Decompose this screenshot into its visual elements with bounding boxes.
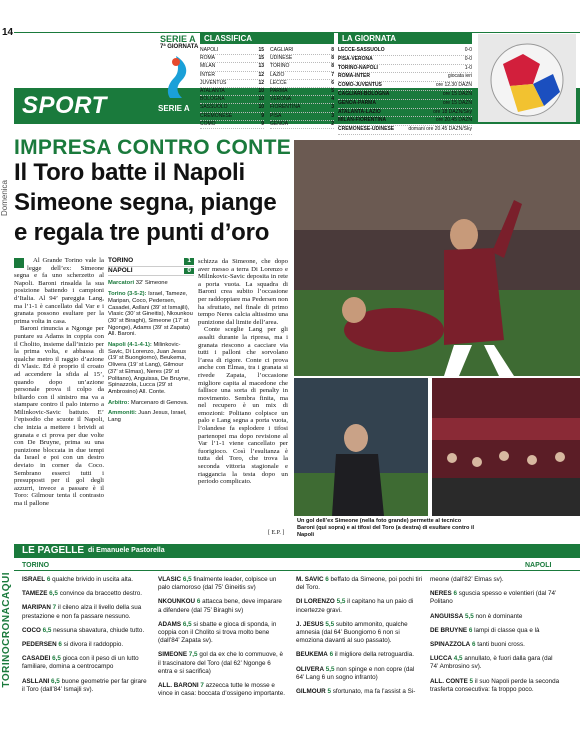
giornata-label: 7ª GIORNATA [160, 44, 199, 50]
player-rating: TAMEZE 6,5 convince da braccetto destro. [22, 590, 142, 598]
boxscore-team-row: NAPOLI 0 [108, 267, 194, 277]
pagelle-team-napoli: NAPOLI [525, 562, 552, 569]
article-paragraph: schizza da Simeone, che dopo aver messo a terra Di Lorenzo e Milinkovic-Savic deposita in rete a porta vuota. La squadra di Baroni crea subito l’occasione per raddoppiare ma Pedersen non ha sfruttato, nel finale di primo tempo Neres calcia altissimo una punizione dal limite dell’area. [198, 258, 288, 326]
player-rating: GILMOUR 5 sfortunato, ma fa l’assist a Si- [296, 688, 416, 696]
football-image [478, 34, 576, 122]
ammoniti-label: Ammoniti: [108, 410, 137, 417]
marcatori-label: Marcatori [108, 280, 135, 287]
torino-lineup: Israel, Tameze, Maripan, Coco, Pedersen, Casadei, Asllani (39’ st Ismajili), Vlasic (30’ st Gineitis), Nkounkou (30’ st Biraghi), Simeone (17’ st Ngonge), Adams (39’ st Zapata) All. Baroni. [108, 291, 193, 338]
fixtures-list [338, 47, 472, 135]
photo-caption: Un gol dell’ex Simeone (nella foto grande) permette al tecnico Baroni (qui sopra) e ai tifosi del Toro (a destra) di esultare contro il Napoli [297, 518, 475, 538]
player-rating: VLASIC 6,5 finalmente leader, colpisce un palo clamoroso (dal 75’ Gineitis sv) [158, 576, 277, 592]
fixture-row: COMO-JUVENTUS ore 12.30 DAZN [338, 82, 472, 91]
torino-lineup-label: Torino (3-5-2): [108, 291, 147, 298]
ratings-column-3 [296, 576, 424, 702]
standings-row: LAZIO 7 [270, 72, 334, 80]
standings-row: PISA 3 [270, 113, 334, 121]
player-rating: meone (dall’82’ Elmas sv). [430, 576, 504, 583]
player-rating: M. SAVIC 6 beffato da Simeone, poi pochi tiri del Toro. [296, 576, 423, 592]
article-column-1 [14, 257, 104, 508]
player-rating: ANGUISSA 5,5 non è dominante [430, 612, 523, 620]
napoli-lineup-label: Napoli (4-1-4-1): [108, 342, 152, 349]
standings-row: ATALANTA 10 [200, 88, 264, 96]
article-paragraph: Baroni rinuncia a Ngonge per puntare su Adams in coppia con il Cholito, insieme dall’inizio per la prima volta, e abbassa di qualche metro il raggio d’azione di Vlasic. Ed è proprio il croato ad accendere la sfida al 15’, quando dopo un’azione personale prova il colpo da biliardo con il sinistro ma va a stampare contro il palo interno a Milinkovic-Savic battuto. E’ l’episodio che scuote il Napoli, che inizia a mettere i brividi ai granata e ci prova per due volte con De Bruyne, prima su una punizione bloccata in due tempi da Israel e poi con un destro deviato in corner da Coco. Sembrano esserci tutti i presupposti per il gol degli azzurri, invece a passare è il Toro: Gilmour tenta il contrasto ma il pallone [14, 325, 104, 507]
standings-row: BOLOGNA 10 [200, 96, 264, 104]
standings-row: COMO 9 [200, 121, 264, 129]
serie-a-logo [156, 54, 196, 104]
standings-row: NAPOLI 15 [200, 47, 264, 55]
napoli-lineup: Milinkovic-Savic, Di Lorenzo, Juan Jesus (19’ st Buongiorno), Beukema, Olivera (19’ st Lang), Gilmour (37’ st Elmas), Neres (29’ st Politano), Anguissa, De Bruyne, Spinazzola, Lucca (29’ st Ambrosino) All. Conte. [108, 342, 190, 395]
article-paragraph: Al Grande Torino vale la legge dell’ex: Simeone segna e fa uno scherzetto al Napoli. Baroni rinsalda la sua posizione battendo i campioni d’Italia. Al 94’ pareggia Lang, ma l’1-1 è cancellato dal Var e i granata possono esultare per la prima volta in casa. [14, 257, 104, 325]
player-rating: PEDERSEN 6 si divora il raddoppio. [22, 641, 124, 649]
article-paragraph: Conte sceglie Lang per gli assalti durante la ripresa, ma i granata riescono a cacciare via tutti i palloni che sorvolano l’area di rigore. Conte ci prova anche con Elmas, tra i granata si rivede Zapata, l’occasione migliore capita al macedone che fallisce una sorta di penalty in movimento. Sembra finita, ma nel recupero è un mix di emozioni: Politano colpisce un palo e Lang segna a porta vuota, l’olandese fa esplodere i tifosi partenopei ma dopo revisione al Var l’1-1 viene cancellato per fuorigioco. Così l’esultanza è tutta del Toro, che trova la seconda vittoria stagionale e riaggancia la testa dopo un periodo complicato. [198, 326, 288, 486]
player-rating: DI LORENZO 5,5 il capitano ha un paio di incertezze gravi. [296, 598, 414, 614]
article-column-3 [198, 258, 288, 486]
headline-line-2: Simeone segna, piange [14, 189, 277, 216]
pagelle-title: LE PAGELLE [22, 545, 85, 556]
arbitro-label: Arbitro: [108, 399, 130, 406]
player-rating: BEUKEMA 6 il migliore della retroguardia. [296, 651, 414, 659]
boxscore [108, 257, 194, 424]
headline-line-1: Il Toro batte il Napoli [14, 159, 245, 186]
ratings-column-1 [22, 576, 147, 700]
player-rating: ISRAEL 6 qualche brivido in uscita alta. [22, 576, 133, 583]
player-rating: ALL. CONTE 5 il suo Napoli perde la seconda trasferta consecutiva: fa troppo poco. [430, 677, 560, 693]
dropcap-mark [14, 258, 24, 268]
player-rating: ALL. BARONI 7 azzecca tutte le mosse e vince in casa: boccata d’ossigeno importante. [158, 682, 286, 698]
player-rating: OLIVERA 5,5 non spinge e non copre (dal 64’ Lang 6 un sogno infranto) [296, 665, 415, 681]
fixture-row: TORINO-NAPOLI 1-0 [338, 65, 472, 74]
photo-toro-fans [432, 378, 580, 516]
standings-row: GENOA 2 [270, 121, 334, 129]
ratings-column-4 [430, 576, 560, 700]
ratings-column-2 [158, 576, 286, 704]
serie-a-label: SERIE A [160, 34, 196, 44]
fixture-row: ROMA-INTER giocata ieri [338, 73, 472, 82]
pagelle-rule [14, 570, 580, 571]
standings-row: UDINESE 8 [270, 55, 334, 63]
standings-row: VERONA 4 [270, 96, 334, 104]
player-rating: DE BRUYNE 6 lampi di classe qua e là [430, 626, 540, 634]
ammoniti-value: Juan Jesus, Israel, Lang [108, 410, 187, 424]
author-signature: [ E.P. ] [268, 530, 285, 536]
photo-baroni [294, 378, 428, 516]
fixture-row: ATALANTA-LAZIO ore 18 DAZN/Sky [338, 109, 472, 118]
standings-row: MILAN 13 [200, 63, 264, 71]
standings-row: FIORENTINA 3 [270, 104, 334, 112]
page-number: 14 [2, 27, 14, 38]
standings-left [200, 47, 264, 129]
classifica-header: CLASSIFICA [200, 33, 334, 44]
fixture-row: CAGLIARI-BOLOGNA ore 15 DAZN [338, 91, 472, 100]
fixture-row: LECCE-SASSUOLO 0-0 [338, 47, 472, 56]
player-rating: COCO 6,5 nessuna sbavatura, chiude tutto. [22, 626, 145, 634]
giornata-header: LA GIORNATA [338, 33, 472, 44]
player-rating: SIMEONE 7,5 gol da ex che lo commuove, è il trascinatore del Toro (dal 62’ Ngonge 6 entra e si sacrifica) [158, 651, 283, 675]
side-brand: TORINOCRONACAQUI [1, 572, 12, 688]
player-rating: NKOUNKOU 6 attacca bene, deve imparare a difendere (dal 75’ Biraghi sv) [158, 598, 282, 614]
player-rating: ADAMS 6,5 si sbatte e gioca di sponda, in coppia con il Cholito si trova molto bene (dall’84’ Zapata sv). [158, 620, 277, 645]
photo-simeone-celebration [294, 140, 580, 376]
standings-row: SASSUOLO 10 [200, 104, 264, 112]
player-rating: MARIPAN 7 il cileno alza il livello della sua prestazione e non fa passare nessuno. [22, 604, 142, 620]
standings-row: LECCE 6 [270, 80, 334, 88]
standings-row: PARMA 5 [270, 88, 334, 96]
fixture-row: MILAN-FIORENTINA ore 20.45 DAZN [338, 117, 472, 126]
player-rating: LUCCA 4,5 annullato, è fuori dalla gara (dal 74’ Ambrosino sv). [430, 655, 553, 671]
fixture-row: CREMONESE-UDINESE domani ore 20.45 DAZN/Sky [338, 126, 472, 135]
standings-row: TORINO 8 [270, 63, 334, 71]
standings-row: CAGLIARI 8 [270, 47, 334, 55]
standings-row: INTER 12 [200, 72, 264, 80]
player-rating: CASADEI 6,5 gioca con il peso di un lutto familiare, domina a centrocampo [22, 655, 139, 671]
section-title: SPORT [22, 92, 107, 119]
day-label: Domenica [0, 180, 9, 217]
player-rating: SPINAZZOLA 6 tanti buoni cross. [430, 641, 525, 649]
marcatori-value: 32’ Simeone [135, 280, 168, 287]
article-kicker: IMPRESA CONTRO CONTE [14, 136, 292, 159]
standings-row: JUVENTUS 12 [200, 80, 264, 88]
headline-line-3: e regala tre punti d’oro [14, 219, 270, 246]
boxscore-team-row: TORINO 1 [108, 257, 194, 267]
logo-text: SERIE A [158, 104, 190, 113]
standings-right [270, 47, 334, 129]
standings-row: ROMA 15 [200, 55, 264, 63]
player-rating: ASLLANI 6,5 buone geometrie per far girare il Toro (dall’84’ Ismajli sv). [22, 677, 147, 693]
pagelle-team-torino: TORINO [22, 562, 50, 569]
standings-row: CREMONESE 9 [200, 113, 264, 121]
player-rating: NERES 6 sguscia spesso e volentieri (dal 74’ Politano [430, 590, 557, 606]
pagelle-author: di Emanuele Pastorella [88, 547, 165, 554]
fixture-row: GENOA-PARMA ore 15 DAZN [338, 100, 472, 109]
player-rating: J. JESUS 5,5 subito ammonito, qualche amnesia (dal 64’ Buongiorno 6 non si emoziona davanti al suo passato). [296, 620, 408, 645]
fixture-row: PISA-VERONA 0-0 [338, 56, 472, 65]
arbitro-value: Marcenaro di Genova. [130, 399, 189, 406]
